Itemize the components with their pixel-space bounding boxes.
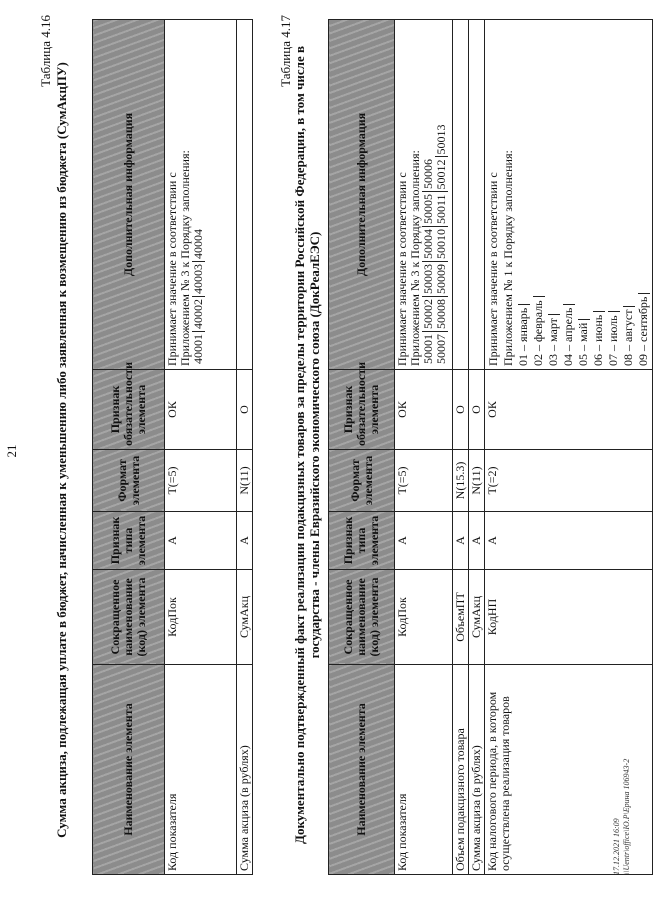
table-row bbox=[395, 20, 453, 875]
divider bbox=[623, 306, 635, 307]
footer-timestamp: 17.12.2021 16:09 bbox=[612, 818, 621, 875]
info-line: Приложением № 1 к Порядку заполнения: bbox=[501, 150, 515, 366]
element-name: Сумма акциза (в рублях) bbox=[469, 665, 485, 875]
element-type: А bbox=[237, 512, 253, 570]
header-cell: Сокращенное наименование (код) элемента bbox=[93, 570, 165, 665]
info-line: Принимает значение в соответствии с bbox=[486, 172, 500, 366]
month-option bbox=[516, 23, 531, 366]
element-type: А bbox=[395, 512, 453, 570]
element-required: О bbox=[469, 370, 485, 450]
element-info bbox=[165, 20, 237, 370]
table-row bbox=[469, 20, 485, 875]
table-4-16-title: Сумма акциза, подлежащая уплате в бюджет, начисленная к уменьшению либо заявленная к возмещению из бюджета (СумАкцПУ) bbox=[54, 62, 69, 838]
table-header-row bbox=[329, 20, 395, 875]
month-option bbox=[546, 23, 561, 366]
table-4-16-label: Таблица 4.16 bbox=[38, 15, 53, 87]
month-option bbox=[576, 23, 591, 366]
page-number: 21 bbox=[4, 444, 19, 458]
table-4-16 bbox=[92, 19, 253, 875]
code-list bbox=[192, 23, 205, 366]
month-option bbox=[636, 23, 651, 366]
element-type: А bbox=[485, 512, 653, 570]
header-cell: Дополнительная информация bbox=[329, 20, 395, 370]
code-value: 50006 bbox=[421, 159, 435, 189]
footer-path: \\Uentr\office\Ю.Р\Ерина 106943-2 bbox=[622, 758, 631, 875]
code-value: 40003 bbox=[192, 261, 205, 296]
element-format: Т(=2) bbox=[485, 450, 653, 512]
element-info bbox=[485, 20, 653, 370]
element-required: ОК bbox=[395, 370, 453, 450]
divider bbox=[578, 319, 590, 320]
element-required: О bbox=[237, 370, 253, 450]
month-option bbox=[531, 23, 546, 366]
element-info bbox=[469, 20, 485, 370]
element-info bbox=[453, 20, 469, 370]
month-label: 09 – сентябрь bbox=[636, 296, 650, 366]
code-value: 50009 bbox=[435, 261, 448, 296]
element-info bbox=[237, 20, 253, 370]
divider bbox=[638, 293, 650, 294]
info-line: Приложением № 3 к Порядку заполнения: bbox=[408, 150, 422, 366]
month-option bbox=[621, 23, 636, 366]
info-line: Принимает значение в соответствии с bbox=[165, 172, 179, 366]
element-code: КодНП bbox=[485, 570, 653, 665]
month-option bbox=[606, 23, 621, 366]
divider bbox=[593, 311, 605, 312]
divider bbox=[518, 304, 530, 305]
element-info bbox=[395, 20, 453, 370]
header-cell: Формат элемента bbox=[93, 450, 165, 512]
month-label: 01 – январь bbox=[516, 307, 530, 366]
table-header-row bbox=[93, 20, 165, 875]
element-code: СумАкц bbox=[237, 570, 253, 665]
month-label: 05 – май bbox=[576, 322, 590, 366]
file-footer bbox=[612, 575, 632, 875]
header-cell: Дополнительная информация bbox=[93, 20, 165, 370]
code-value: 40001 bbox=[192, 331, 205, 366]
element-name: Объем подакцизного товара bbox=[453, 665, 469, 875]
header-cell: Формат элемента bbox=[329, 450, 395, 512]
header-cell: Наименование элемента bbox=[329, 665, 395, 875]
code-value: 50002 bbox=[422, 296, 435, 331]
element-format: N(11) bbox=[469, 450, 485, 512]
table-row bbox=[165, 20, 237, 875]
element-required: О bbox=[453, 370, 469, 450]
code-value: 50013 bbox=[434, 124, 448, 155]
element-format: N(15.3) bbox=[453, 450, 469, 512]
header-cell: Сокращенное наименование (код) элемента bbox=[329, 570, 395, 665]
divider bbox=[563, 304, 575, 305]
header-cell: Наименование элемента bbox=[93, 665, 165, 875]
table-row bbox=[453, 20, 469, 875]
element-name: Код показателя bbox=[165, 665, 237, 875]
header-cell: Признак типа элемента bbox=[329, 512, 395, 570]
code-value: 50005 bbox=[422, 191, 435, 226]
element-required: ОК bbox=[165, 370, 237, 450]
element-name: Код показателя bbox=[395, 665, 453, 875]
code-list bbox=[435, 23, 448, 366]
element-code: КодПок bbox=[395, 570, 453, 665]
header-cell: Признак типа элемента bbox=[93, 512, 165, 570]
table-4-17-label: Таблица 4.17 bbox=[278, 15, 293, 87]
month-label: 04 – апрель bbox=[561, 307, 575, 366]
divider bbox=[548, 314, 560, 315]
month-option bbox=[561, 23, 576, 366]
month-label: 08 – август bbox=[621, 309, 635, 366]
element-format: Т(=5) bbox=[395, 450, 453, 512]
code-value: 50004 bbox=[422, 226, 435, 261]
code-value: 50001 bbox=[422, 331, 435, 366]
element-format: Т(=5) bbox=[165, 450, 237, 512]
element-name: Сумма акциза (в рублях) bbox=[237, 665, 253, 875]
divider bbox=[608, 311, 620, 312]
code-value: 50012 bbox=[435, 156, 448, 191]
info-line: Принимает значение в соответствии с bbox=[395, 172, 409, 366]
code-value: 50003 bbox=[422, 261, 435, 296]
month-label: 06 – июнь bbox=[591, 314, 605, 366]
code-value: 40004 bbox=[191, 229, 205, 259]
table-4-17 bbox=[328, 19, 653, 875]
month-label: 07 – июль bbox=[606, 315, 620, 366]
code-value: 40002 bbox=[192, 296, 205, 331]
element-type: А bbox=[165, 512, 237, 570]
month-option bbox=[591, 23, 606, 366]
code-value: 50008 bbox=[435, 296, 448, 331]
month-label: 03 – март bbox=[546, 318, 560, 366]
element-code: ОбъемПТ bbox=[453, 570, 469, 665]
code-value: 50010 bbox=[435, 226, 448, 261]
element-required: ОК bbox=[485, 370, 653, 450]
element-code: КодПок bbox=[165, 570, 237, 665]
header-cell: Признак обязательности элемента bbox=[329, 370, 395, 450]
element-code: СумАкц bbox=[469, 570, 485, 665]
header-cell: Признак обязательности элемента bbox=[93, 370, 165, 450]
info-line: Приложением № 3 к Порядку заполнения: bbox=[178, 150, 192, 366]
table-4-17-title: Документально подтвержденный факт реализации подакцизных товаров за пределы территории Российской Федерации, в том числе в государства - члены Евразийского экономического союза (ДокРеалЕЭС) bbox=[292, 46, 322, 844]
code-value: 50007 bbox=[435, 331, 448, 366]
element-type: А bbox=[469, 512, 485, 570]
element-type: А bbox=[453, 512, 469, 570]
element-name: Код налогового периода, в котором осуществлена реализация товаров bbox=[485, 665, 653, 875]
element-format: N(11) bbox=[237, 450, 253, 512]
code-value: 50011 bbox=[435, 191, 448, 226]
divider bbox=[533, 296, 545, 297]
table-row bbox=[237, 20, 253, 875]
month-label: 02 – февраль bbox=[531, 300, 545, 366]
